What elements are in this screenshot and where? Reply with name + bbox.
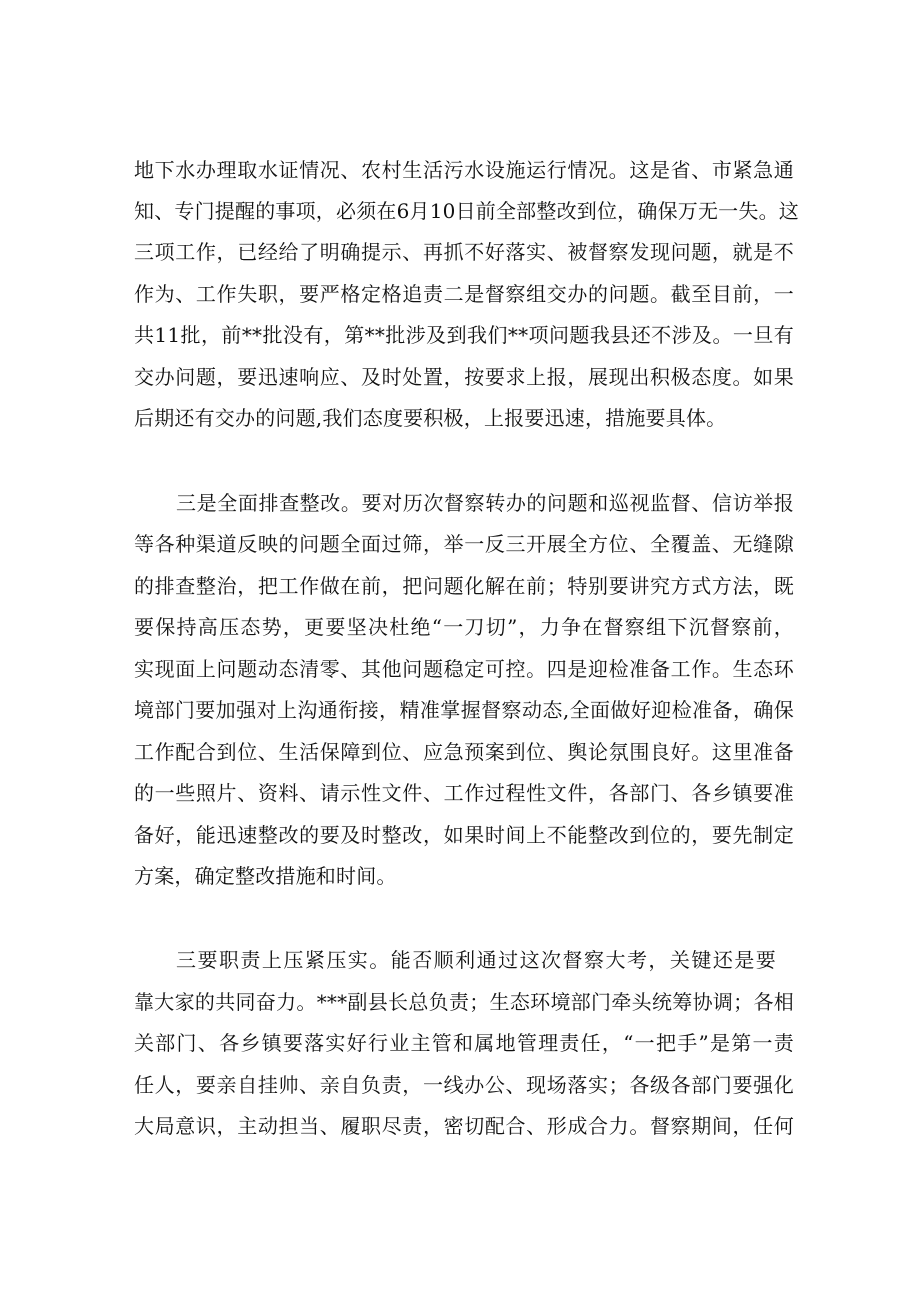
paragraph-1-line-3: 三项工作，已经给了明确提示、再抓不好落实、被督察发现问题，就是不 bbox=[134, 240, 794, 264]
paragraph-2-line-3: 的排查整治，把工作做在前，把问题化解在前；特别要讲究方式方法，既 bbox=[134, 574, 794, 598]
paragraph-3-line-3: 关部门、各乡镇要落实好行业主管和属地管理责任，“一把手”是第一责 bbox=[134, 1031, 794, 1055]
paragraph-2-line-7: 工作配合到位、生活保障到位、应急预案到位、舆论氛围良好。这里准备 bbox=[134, 740, 794, 764]
paragraph-3-line-2: 靠大家的共同奋力。***副县长总负责；生态环境部门牵头统筹协调；各相 bbox=[134, 990, 794, 1014]
paragraph-1-line-5: 共11批，前**批没有，第**批涉及到我们**项问题我县还不涉及。一旦有 bbox=[134, 323, 794, 347]
paragraph-2-line-8: 的一些照片、资料、请示性文件、工作过程性文件，各部门、各乡镇要准 bbox=[134, 781, 794, 805]
paragraph-3-line-1: 三要职责上压紧压实。能否顺利通过这次督察大考，关键还是要 bbox=[176, 948, 776, 972]
paragraph-2-line-6: 境部门要加强对上沟通衔接，精准掌握督察动态,全面做好迎检准备，确保 bbox=[134, 698, 794, 722]
paragraph-2-line-10: 方案，确定整改措施和时间。 bbox=[134, 864, 397, 888]
paragraph-1-line-6: 交办问题，要迅速响应、及时处置，按要求上报，展现出积极态度。如果 bbox=[134, 365, 794, 389]
paragraph-1-line-7: 后期还有交办的问题,我们态度要积极，上报要迅速，措施要具体。 bbox=[134, 406, 727, 430]
paragraph-1-line-2: 知、专门提醒的事项，必须在6月10日前全部整改到位，确保万无一失。这 bbox=[134, 199, 799, 223]
paragraph-1-line-4: 作为、工作失职，要严格定格追责二是督察组交办的问题。截至目前，一 bbox=[134, 282, 794, 306]
paragraph-2-line-4: 要保持高压态势，更要坚决杜绝“一刀切”，力争在督察组下沉督察前， bbox=[134, 615, 794, 639]
paragraph-2-line-9: 备好，能迅速整改的要及时整改，如果时间上不能整改到位的，要先制定 bbox=[134, 823, 794, 847]
paragraph-1-line-1: 地下水办理取水证情况、农村生活污水设施运行情况。这是省、市紧急通 bbox=[134, 158, 794, 182]
paragraph-3-line-5: 大局意识，主动担当、履职尽责，密切配合、形成合力。督察期间，任何 bbox=[134, 1114, 794, 1138]
paragraph-2-line-5: 实现面上问题动态清零、其他问题稳定可控。四是迎检准备工作。生态环 bbox=[134, 657, 794, 681]
paragraph-2-line-2: 等各种渠道反映的问题全面过筛，举一反三开展全方位、全覆盖、无缝隙 bbox=[134, 532, 794, 556]
paragraph-3-line-4: 任人，要亲自挂帅、亲自负责，一线办公、现场落实；各级各部门要强化 bbox=[134, 1073, 794, 1097]
paragraph-2-line-1: 三是全面排查整改。要对历次督察转办的问题和巡视监督、信访举报 bbox=[176, 491, 794, 515]
